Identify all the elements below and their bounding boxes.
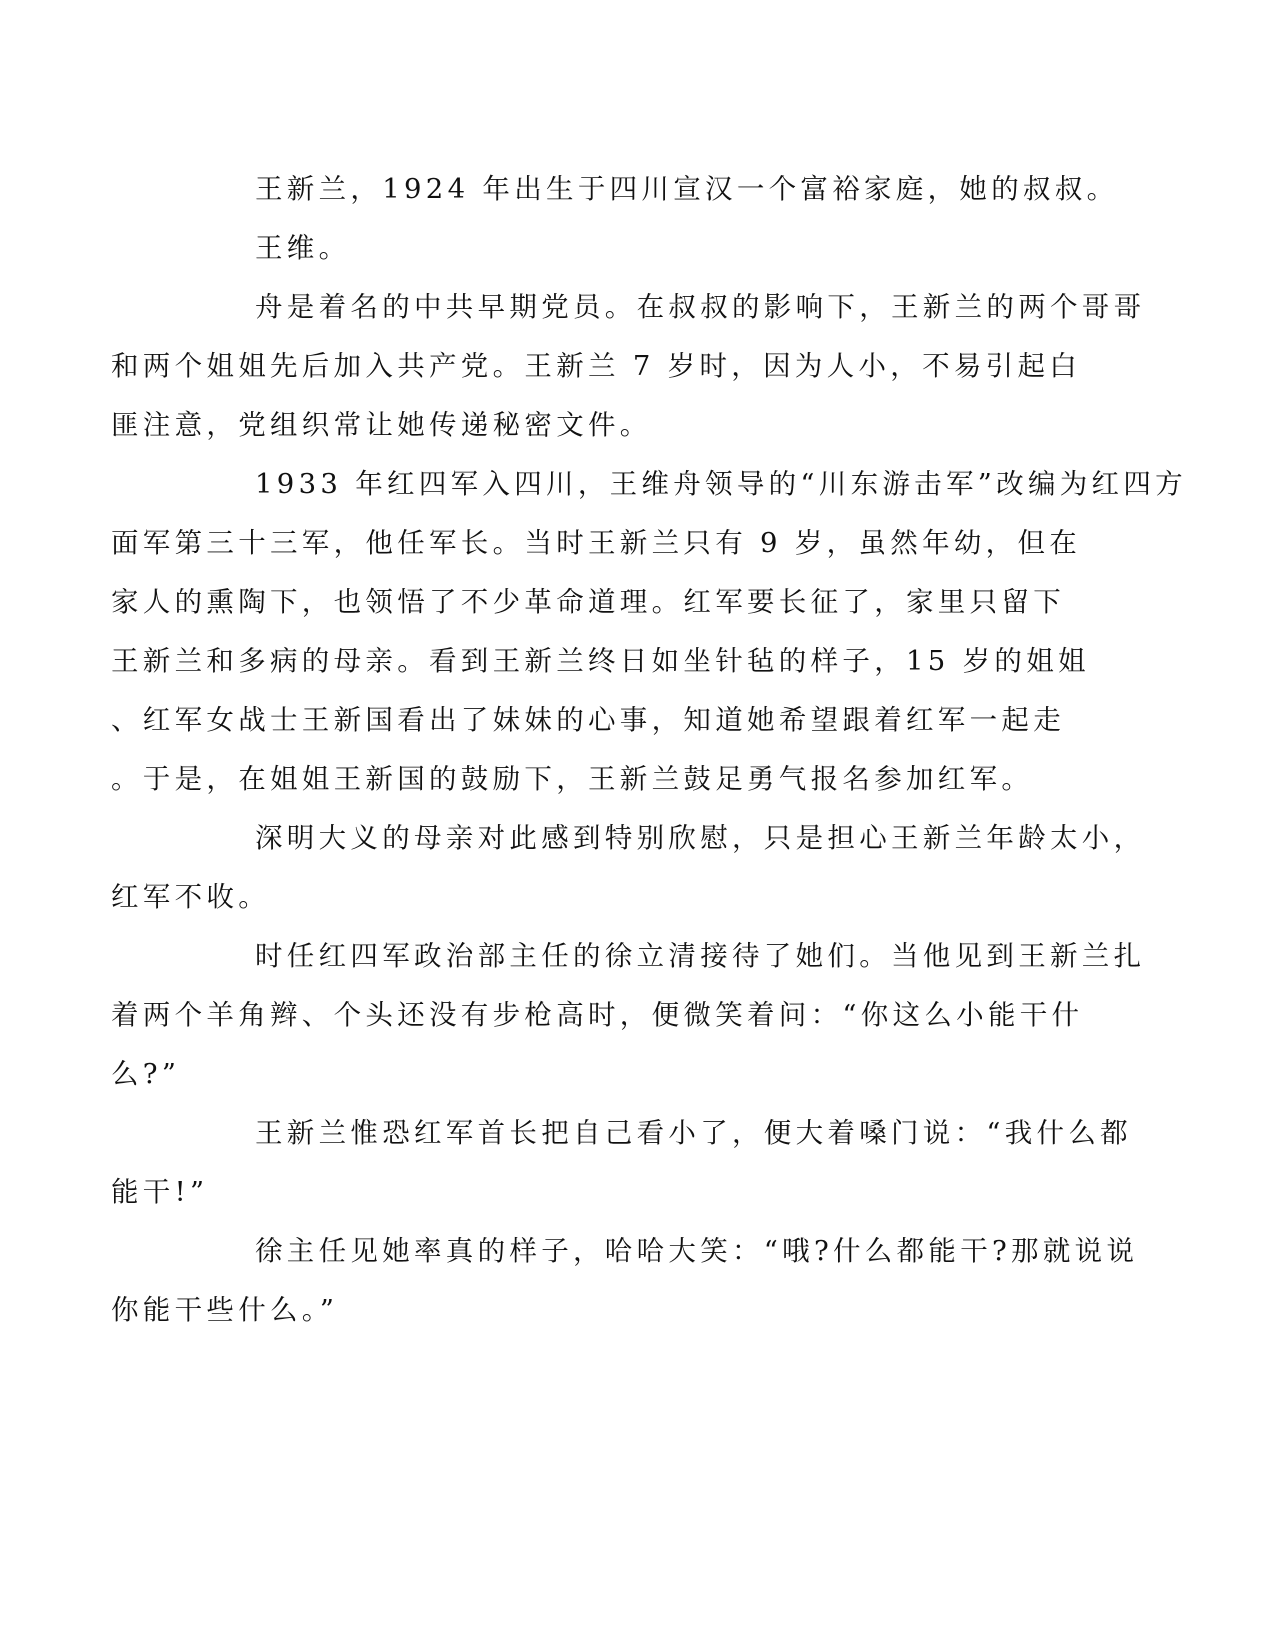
text-line: 1933 年红四军入四川，王维舟领导的“川东游击军”改编为红四方 xyxy=(255,468,1187,500)
text-line: 王新兰，1924 年出生于四川宣汉一个富裕家庭，她的叔叔。 xyxy=(255,173,1119,205)
text-line: 和两个姐姐先后加入共产党。王新兰 7 岁时，因为人小，不易引起白 xyxy=(111,350,1082,382)
text-line: 。于是，在姐姐王新国的鼓励下，王新兰鼓足勇气报名参加红军。 xyxy=(111,763,1034,795)
paragraph xyxy=(111,1222,1139,1340)
paragraph xyxy=(183,160,1119,219)
text-line: 面军第三十三军，他任军长。当时王新兰只有 9 岁，虽然年幼，但在 xyxy=(111,527,1082,559)
text-line: 徐主任见她率真的样子，哈哈大笑：“哦?什么都能干?那就说说 xyxy=(255,1235,1139,1267)
text-line: 匪注意，党组织常让她传递秘密文件。 xyxy=(111,409,652,441)
paragraph xyxy=(111,927,1146,1104)
paragraph xyxy=(183,219,1043,278)
text-line: 王维。 xyxy=(255,232,351,264)
text-line: 么?” xyxy=(111,1058,181,1090)
text-line: 、红军女战士王新国看出了妹妹的心事，知道她希望跟着红军一起走 xyxy=(111,704,1065,736)
paragraph xyxy=(111,278,1146,455)
body-text xyxy=(111,160,1187,1340)
text-line: 红军不收。 xyxy=(111,881,270,913)
text-line: 舟是着名的中共早期党员。在叔叔的影响下，王新兰的两个哥哥 xyxy=(255,291,1146,323)
paragraph xyxy=(111,809,1146,927)
text-line: 着两个羊角辫、个头还没有步枪高时，便微笑着问：“你这么小能干什 xyxy=(111,999,1084,1031)
text-line: 王新兰和多病的母亲。看到王新兰终日如坐针毡的样子，15 岁的姐姐 xyxy=(111,645,1090,677)
text-line: 能干!” xyxy=(111,1176,209,1208)
paragraph xyxy=(111,1104,1132,1222)
text-line: 王新兰惟恐红军首长把自己看小了，便大着嗓门说：“我什么都 xyxy=(255,1117,1132,1149)
paragraph xyxy=(111,455,1187,809)
text-line: 时任红四军政治部主任的徐立清接待了她们。当他见到王新兰扎 xyxy=(255,940,1146,972)
text-line: 家人的熏陶下，也领悟了不少革命道理。红军要长征了，家里只留下 xyxy=(111,586,1065,618)
text-line: 你能干些什么。” xyxy=(111,1294,339,1326)
text-line: 深明大义的母亲对此感到特别欣慰，只是担心王新兰年龄太小， xyxy=(255,822,1146,854)
